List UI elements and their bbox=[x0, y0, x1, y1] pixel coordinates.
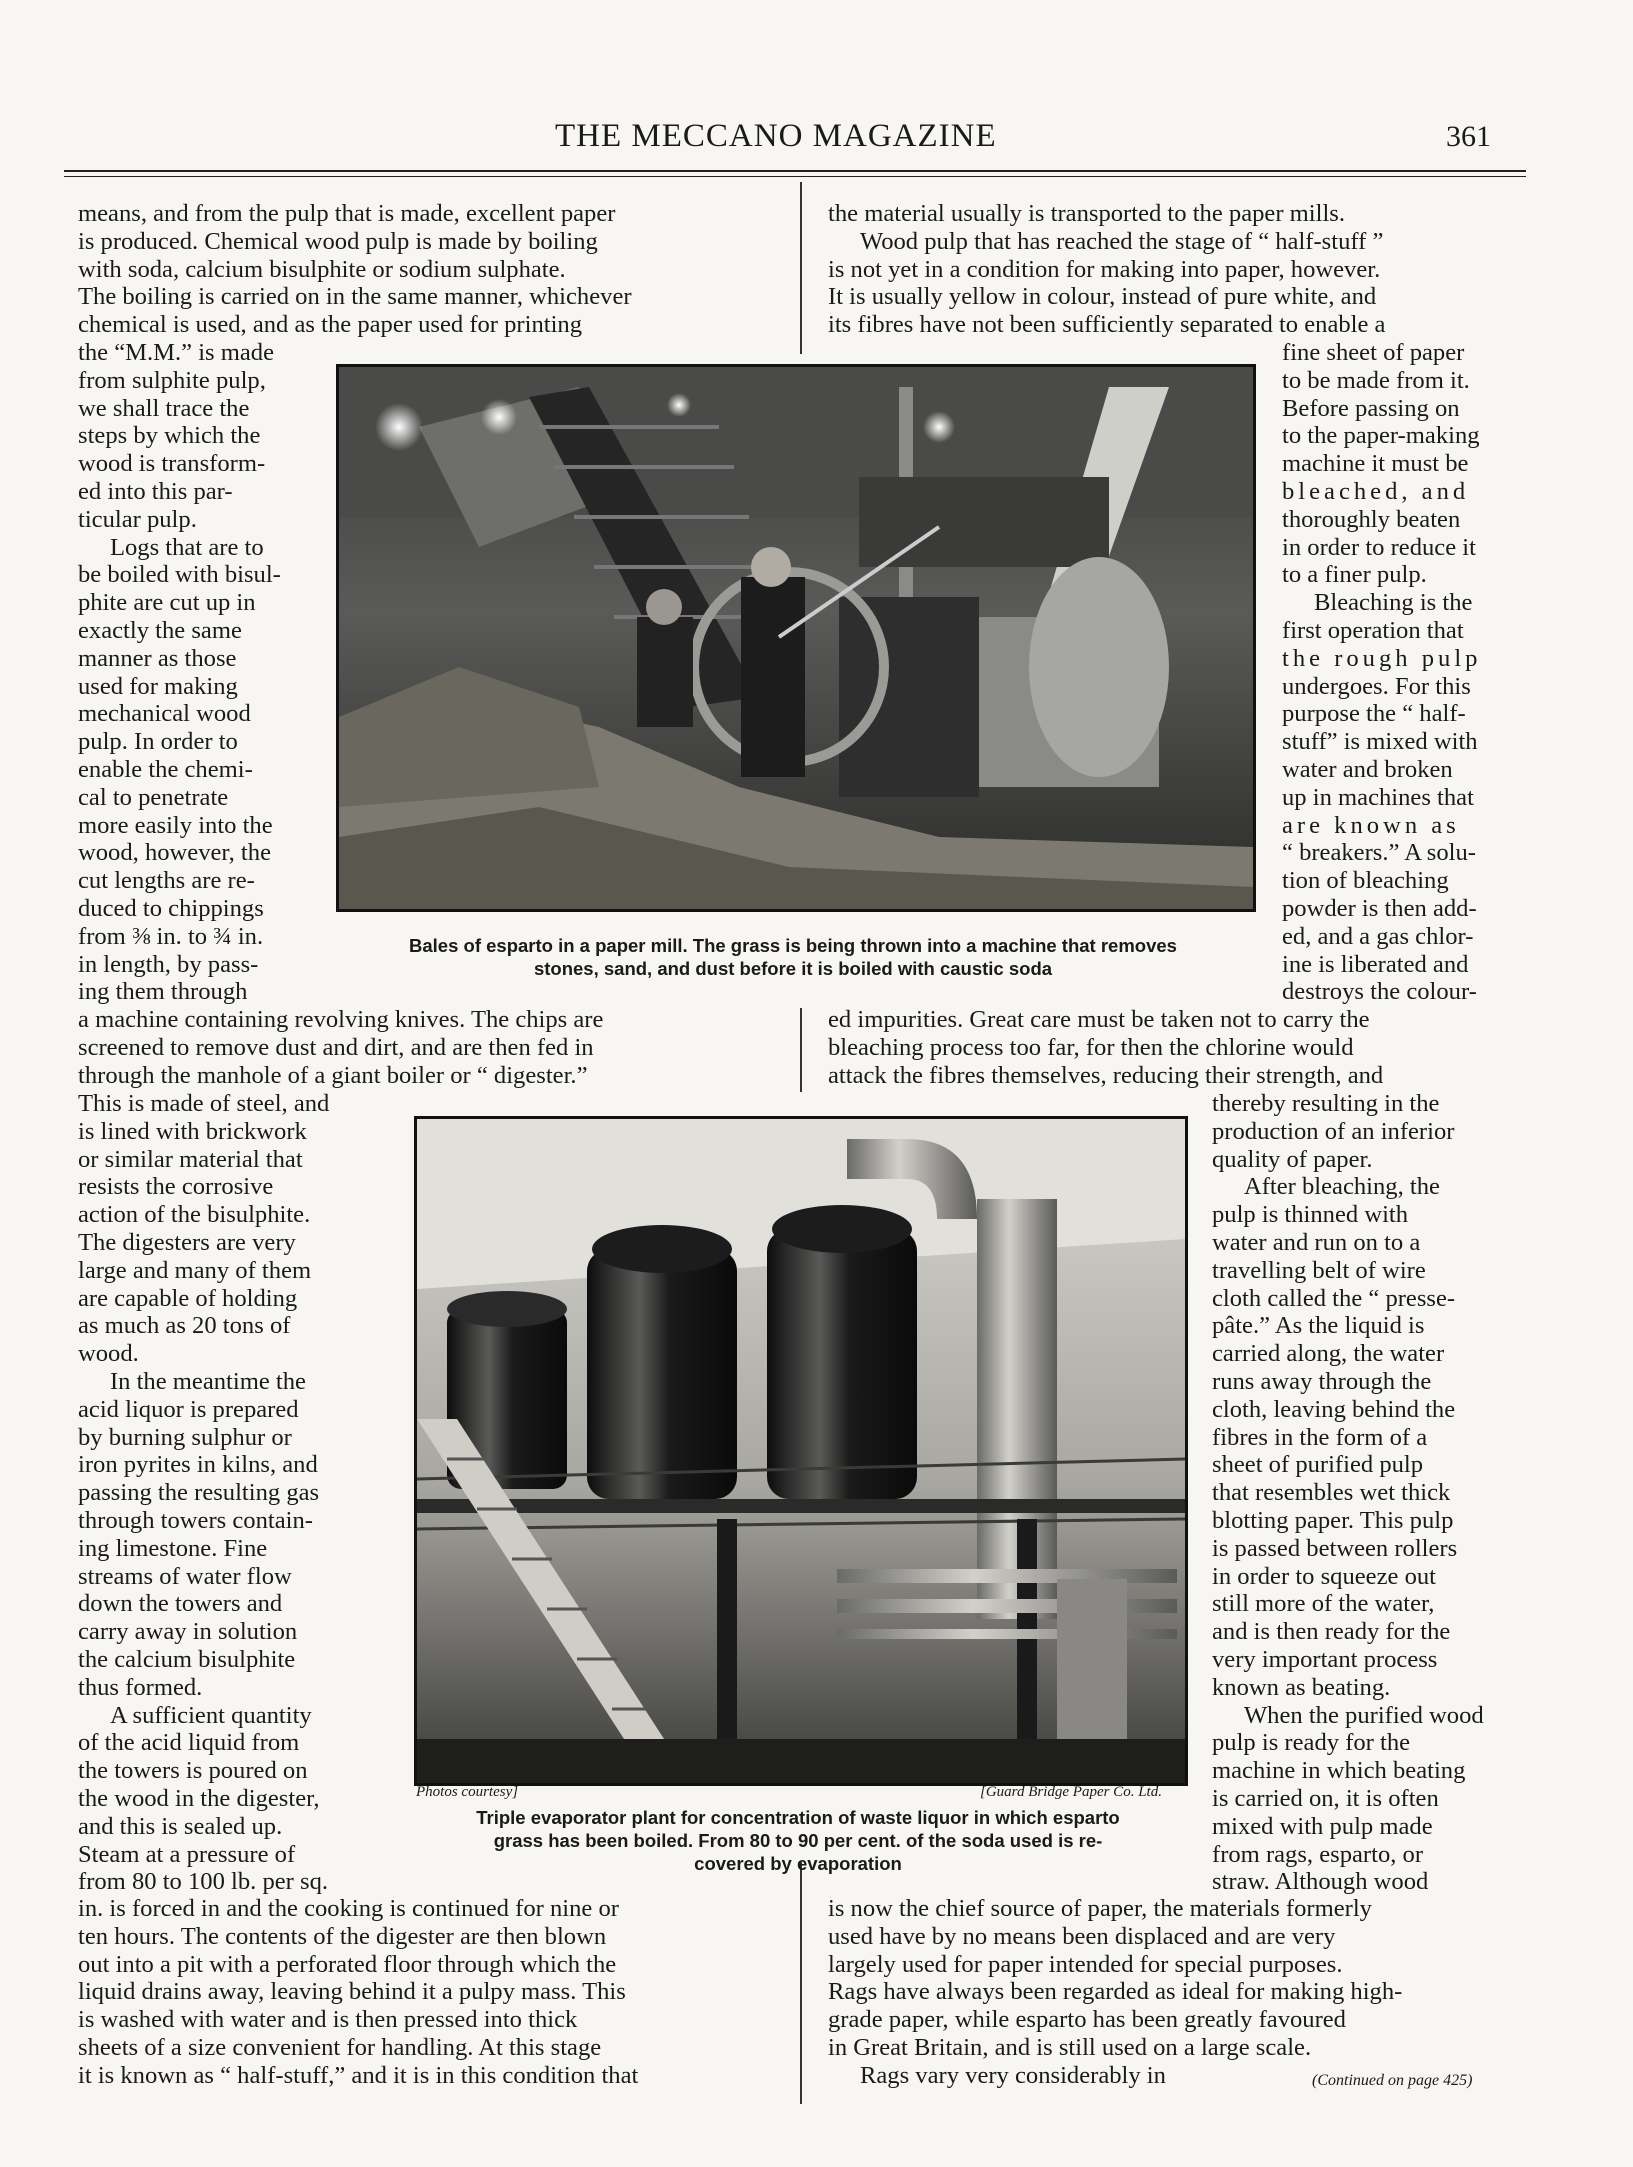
text-line: fine sheet of paper bbox=[1282, 339, 1465, 366]
text-line: in order to reduce it bbox=[1282, 533, 1476, 561]
column-divider bbox=[800, 1862, 802, 2104]
text-line: from rags, esparto, or bbox=[1212, 1840, 1424, 1868]
text-line: the calcium bisulphite bbox=[78, 1645, 296, 1673]
text-line: passing the resulting gas bbox=[78, 1479, 320, 1507]
col1-narrow-bottom bbox=[78, 1090, 380, 1896]
text-line: manner as those bbox=[78, 644, 237, 672]
text-line: screened to remove dust and dirt, and are then fed in bbox=[78, 1033, 594, 1061]
text-line: sheets of a size convenient for handling. At this stage bbox=[78, 2033, 602, 2061]
header-rule bbox=[64, 170, 1526, 172]
col2-bottom-text bbox=[828, 1895, 1518, 2062]
text-line: ticular pulp. bbox=[78, 505, 197, 533]
photo-esparto-bales bbox=[336, 364, 1256, 912]
col1-top-text bbox=[78, 200, 760, 339]
col1-mid-text bbox=[78, 1006, 760, 1089]
text-line: iron pyrites in kilns, and bbox=[78, 1451, 318, 1479]
text-line: of the acid liquid from bbox=[78, 1729, 300, 1757]
text-line: is washed with water and is then pressed into thick bbox=[78, 2006, 578, 2034]
text-line: are known as bbox=[1282, 811, 1460, 839]
text-line: still more of the water, bbox=[1212, 1590, 1435, 1618]
text-line: be boiled with bisul- bbox=[78, 561, 281, 589]
text-line: to the paper-making bbox=[1282, 422, 1480, 450]
text-line: pulp is ready for the bbox=[1212, 1729, 1411, 1757]
text-line: cut lengths are re- bbox=[78, 867, 255, 895]
text-line: down the towers and bbox=[78, 1590, 283, 1618]
text-line: ed impurities. Great care must be taken not to carry the bbox=[828, 1006, 1370, 1033]
text-line: to be made from it. bbox=[1282, 366, 1470, 394]
text-line: with soda, calcium bisulphite or sodium sulphate. bbox=[78, 255, 566, 283]
col2-mid-text bbox=[828, 1006, 1518, 1089]
header-rule-thin bbox=[64, 176, 1526, 177]
text-line: steps by which the bbox=[78, 422, 261, 450]
text-line: travelling belt of wire bbox=[1212, 1256, 1426, 1284]
text-line: blotting paper. This pulp bbox=[1212, 1506, 1454, 1534]
text-line: mechanical wood bbox=[78, 700, 251, 728]
text-line: quality of paper. bbox=[1212, 1145, 1373, 1173]
text-line: cal to penetrate bbox=[78, 783, 229, 811]
text-line: by burning sulphur or bbox=[78, 1423, 292, 1451]
caption-line: covered by evaporation bbox=[694, 1853, 902, 1874]
text-line: is not yet in a condition for making into paper, however. bbox=[828, 255, 1381, 283]
text-line: A sufficient quantity bbox=[109, 1701, 312, 1729]
text-line: production of an inferior bbox=[1212, 1117, 1455, 1145]
caption-line: Bales of esparto in a paper mill. The grass is being thrown into a machine that removes bbox=[409, 935, 1177, 956]
text-line: is carried on, it is often bbox=[1212, 1784, 1439, 1812]
text-line: grade paper, while esparto has been greatly favoured bbox=[828, 2006, 1346, 2034]
text-line: fibres in the form of a bbox=[1212, 1423, 1428, 1451]
text-line: Bleaching is the bbox=[1313, 589, 1473, 617]
text-line: that resembles wet thick bbox=[1212, 1479, 1451, 1507]
text-line: the rough pulp bbox=[1282, 644, 1482, 672]
text-line: bleaching process too far, for then the chlorine would bbox=[828, 1033, 1354, 1061]
text-line: pulp is thinned with bbox=[1212, 1201, 1409, 1229]
text-line: thereby resulting in the bbox=[1212, 1090, 1440, 1117]
text-line: in Great Britain, and is still used on a large scale. bbox=[828, 2033, 1312, 2061]
text-line: thus formed. bbox=[78, 1673, 203, 1701]
column-divider bbox=[800, 182, 802, 354]
photo1-caption bbox=[336, 934, 1250, 980]
text-line: In the meantime the bbox=[109, 1367, 306, 1395]
text-line: it is known as “ half-stuff,” and it is in this condition that bbox=[78, 2061, 639, 2089]
col2-narrow-top bbox=[1282, 339, 1518, 1006]
text-line: ed, and a gas chlor- bbox=[1282, 922, 1474, 950]
caption-line: Triple evaporator plant for concentration of waste liquor in which esparto bbox=[476, 1807, 1120, 1828]
photo2-caption bbox=[414, 1806, 1182, 1875]
text-line: powder is then add- bbox=[1282, 894, 1477, 922]
text-line: ed into this par- bbox=[78, 477, 233, 505]
text-line: sheet of purified pulp bbox=[1212, 1451, 1424, 1479]
photo-evaporator-plant-image bbox=[417, 1119, 1185, 1783]
text-line: Logs that are to bbox=[109, 533, 264, 561]
text-line: pâte.” As the liquid is bbox=[1212, 1312, 1425, 1340]
text-line: mixed with pulp made bbox=[1212, 1812, 1433, 1840]
text-line: large and many of them bbox=[78, 1256, 312, 1284]
text-line: phite are cut up in bbox=[78, 589, 256, 617]
text-line: stuff” is mixed with bbox=[1282, 728, 1478, 756]
text-line: acid liquor is prepared bbox=[78, 1395, 299, 1423]
text-line: largely used for paper intended for special purposes. bbox=[828, 1950, 1343, 1978]
caption-line: stones, sand, and dust before it is boiled with caustic soda bbox=[533, 958, 1053, 979]
text-line: in order to squeeze out bbox=[1212, 1562, 1436, 1590]
text-line: we shall trace the bbox=[78, 394, 250, 422]
running-head bbox=[0, 118, 1633, 162]
text-line: more easily into the bbox=[78, 811, 273, 839]
text-line: a machine containing revolving knives. The chips are bbox=[78, 1006, 604, 1033]
text-line: destroys the colour- bbox=[1282, 978, 1477, 1006]
text-line: resists the corrosive bbox=[78, 1173, 274, 1201]
text-line: The boiling is carried on in the same manner, whichever bbox=[78, 283, 632, 311]
text-line: bleached, and bbox=[1282, 477, 1470, 505]
text-line: enable the chemi- bbox=[78, 755, 253, 783]
page-number: 361 bbox=[1446, 120, 1491, 153]
photo-credit-right: [Guard Bridge Paper Co. Ltd. bbox=[980, 1784, 1162, 1800]
text-line: used for making bbox=[78, 672, 238, 700]
text-line: the “M.M.” is made bbox=[78, 339, 275, 366]
text-line: and this is sealed up. bbox=[78, 1812, 283, 1840]
text-line: machine in which beating bbox=[1212, 1757, 1466, 1785]
text-line: This is made of steel, and bbox=[78, 1090, 330, 1117]
text-line: liquid drains away, leaving behind it a pulpy mass. This bbox=[78, 1978, 626, 2006]
text-line: action of the bisulphite. bbox=[78, 1201, 311, 1229]
text-line: used have by no means been displaced and are very bbox=[828, 1922, 1336, 1950]
text-line: machine it must be bbox=[1282, 450, 1469, 478]
text-line: When the purified wood bbox=[1243, 1701, 1484, 1729]
text-line: is passed between rollers bbox=[1212, 1534, 1458, 1562]
text-line: wood is transform- bbox=[78, 450, 266, 478]
text-line: very important process bbox=[1212, 1645, 1438, 1673]
text-line: It is usually yellow in colour, instead of pure white, and bbox=[828, 283, 1377, 311]
text-line: ing them through bbox=[78, 978, 248, 1006]
text-line: Rags vary very considerably in bbox=[859, 2062, 1166, 2089]
text-line: water and broken bbox=[1282, 755, 1453, 783]
text-line: means, and from the pulp that is made, excellent paper bbox=[78, 200, 616, 227]
text-line: chemical is used, and as the paper used for printing bbox=[78, 311, 583, 339]
text-line: through the manhole of a giant boiler or “ digester.” bbox=[78, 1061, 588, 1089]
text-line: carry away in solution bbox=[78, 1618, 298, 1646]
caption-line: grass has been boiled. From 80 to 90 per cent. of the soda used is re- bbox=[493, 1830, 1103, 1851]
text-line: “ breakers.” A solu- bbox=[1282, 839, 1476, 867]
text-line: runs away through the bbox=[1212, 1367, 1432, 1395]
text-line: are capable of holding bbox=[78, 1284, 298, 1312]
text-line: through towers contain- bbox=[78, 1506, 313, 1534]
text-line: is lined with brickwork bbox=[78, 1117, 307, 1145]
text-line: streams of water flow bbox=[78, 1562, 292, 1590]
text-line: known as beating. bbox=[1212, 1673, 1391, 1701]
text-line: from sulphite pulp, bbox=[78, 366, 266, 394]
text-line: Steam at a pressure of bbox=[78, 1840, 296, 1868]
text-line: is produced. Chemical wood pulp is made by boiling bbox=[78, 227, 598, 255]
text-line: in length, by pass- bbox=[78, 950, 259, 978]
text-line: Wood pulp that has reached the stage of “ half-stuff ” bbox=[859, 227, 1384, 255]
col2-narrow-bottom bbox=[1212, 1090, 1518, 1896]
text-line: pulp. In order to bbox=[78, 728, 238, 756]
text-line: or similar material that bbox=[78, 1145, 303, 1173]
text-line: thoroughly beaten bbox=[1282, 505, 1461, 533]
continued-note: (Continued on page 425) bbox=[1312, 2072, 1473, 2089]
text-line: ten hours. The contents of the digester are then blown bbox=[78, 1922, 607, 1950]
text-line: to a finer pulp. bbox=[1282, 561, 1427, 589]
col2-last-line bbox=[828, 2062, 1248, 2090]
text-line: the material usually is transported to the paper mills. bbox=[828, 200, 1346, 227]
text-line: undergoes. For this bbox=[1282, 672, 1471, 700]
text-line: ing limestone. Fine bbox=[78, 1534, 268, 1562]
text-line: its fibres have not been sufficiently separated to enable a bbox=[828, 311, 1386, 339]
photo-esparto-bales-image bbox=[339, 367, 1253, 909]
text-line: in. is forced in and the cooking is continued for nine or bbox=[78, 1895, 619, 1922]
text-line: duced to chippings bbox=[78, 894, 264, 922]
text-line: up in machines that bbox=[1282, 783, 1474, 811]
col1-bottom-text bbox=[78, 1895, 760, 2090]
magazine-title: THE MECCANO MAGAZINE bbox=[555, 118, 997, 154]
text-line: the towers is poured on bbox=[78, 1757, 308, 1785]
col1-narrow-top bbox=[78, 339, 318, 1006]
text-line: carried along, the water bbox=[1212, 1340, 1445, 1368]
text-line: wood, however, the bbox=[78, 839, 271, 867]
text-line: tion of bleaching bbox=[1282, 867, 1449, 895]
text-line: Before passing on bbox=[1282, 394, 1460, 422]
text-line: cloth called the “ presse- bbox=[1212, 1284, 1456, 1312]
text-line: from 80 to 100 lb. per sq. bbox=[78, 1868, 329, 1896]
column-divider bbox=[800, 1008, 802, 1092]
text-line: exactly the same bbox=[78, 616, 242, 644]
text-line: Rags have always been regarded as ideal for making high- bbox=[828, 1978, 1403, 2006]
text-line: first operation that bbox=[1282, 616, 1464, 644]
text-line: as much as 20 tons of bbox=[78, 1312, 291, 1340]
text-line: out into a pit with a perforated floor through which the bbox=[78, 1950, 617, 1978]
text-line: the wood in the digester, bbox=[78, 1784, 320, 1812]
photo-evaporator-plant bbox=[414, 1116, 1188, 1786]
text-line: attack the fibres themselves, reducing their strength, and bbox=[828, 1061, 1384, 1089]
photo-credit-left: Photos courtesy] bbox=[416, 1784, 519, 1800]
text-line: straw. Although wood bbox=[1212, 1868, 1429, 1896]
text-line: The digesters are very bbox=[78, 1228, 296, 1256]
text-line: purpose the “ half- bbox=[1282, 700, 1466, 728]
text-line: After bleaching, the bbox=[1243, 1173, 1440, 1201]
text-line: water and run on to a bbox=[1212, 1228, 1421, 1256]
col2-top-text bbox=[828, 200, 1518, 339]
text-line: is now the chief source of paper, the materials formerly bbox=[828, 1895, 1372, 1922]
text-line: wood. bbox=[78, 1340, 139, 1368]
text-line: ine is liberated and bbox=[1282, 950, 1469, 978]
text-line: cloth, leaving behind the bbox=[1212, 1395, 1456, 1423]
text-line: and is then ready for the bbox=[1212, 1618, 1451, 1646]
text-line: from ⅜ in. to ¾ in. bbox=[78, 922, 264, 950]
